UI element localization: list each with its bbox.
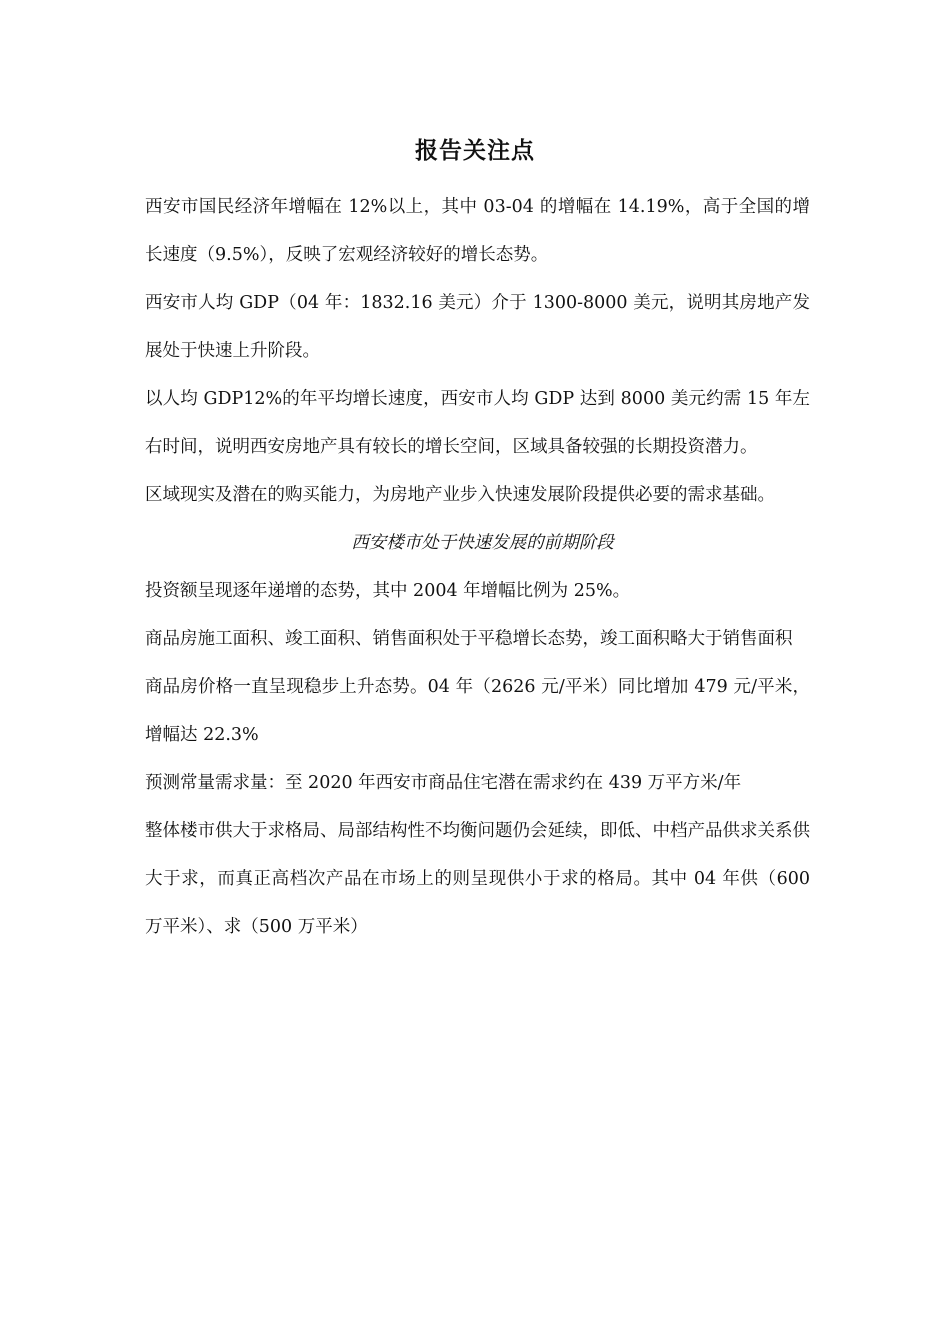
section-subheading: 西安楼市处于快速发展的前期阶段 — [351, 533, 614, 553]
paragraph-supply-demand: 整体楼市供大于求格局、局部结构性不均衡问题仍会延续，即低、中档产品供求关系供大于求，而真正高档次产品在市场上的则呈现供小于求的格局。其中 04 年供（600 万平米）、求（500 万平米） — [145, 821, 810, 937]
paragraph-growth-space: 以人均 GDP12%的年平均增长速度，西安市人均 GDP 达到 8000 美元约需 15 年左右时间，说明西安房地产具有较长的增长空间，区域具备较强的长期投资潜力。 — [145, 389, 810, 457]
paragraph-housing-price: 商品房价格一直呈现稳步上升态势。04 年（2626 元/平米）同比增加 479 元/平米，增幅达 22.3% — [145, 677, 810, 745]
paragraph-investment: 投资额呈现逐年递增的态势，其中 2004 年增幅比例为 25%。 — [145, 581, 631, 601]
paragraph-construction-area: 商品房施工面积、竣工面积、销售面积处于平稳增长态势，竣工面积略大于销售面积 — [145, 629, 793, 649]
paragraph-purchasing-power: 区域现实及潜在的购买能力，为房地产业步入快速发展阶段提供必要的需求基础。 — [145, 485, 775, 505]
paragraph-demand-forecast: 预测常量需求量：至 2020 年西安市商品住宅潜在需求约在 439 万平方米/年 — [145, 773, 742, 793]
paragraph-gdp-per-capita: 西安市人均 GDP（04 年：1832.16 美元）介于 1300-8000 美元，说明其房地产发展处于快速上升阶段。 — [145, 293, 810, 361]
report-body — [145, 183, 810, 951]
paragraph-gdp-growth: 西安市国民经济年增幅在 12%以上，其中 03-04 的增幅在 14.19%，高于全国的增长速度（9.5%），反映了宏观经济较好的增长态势。 — [145, 197, 810, 265]
report-title: 报告关注点 — [415, 138, 535, 164]
